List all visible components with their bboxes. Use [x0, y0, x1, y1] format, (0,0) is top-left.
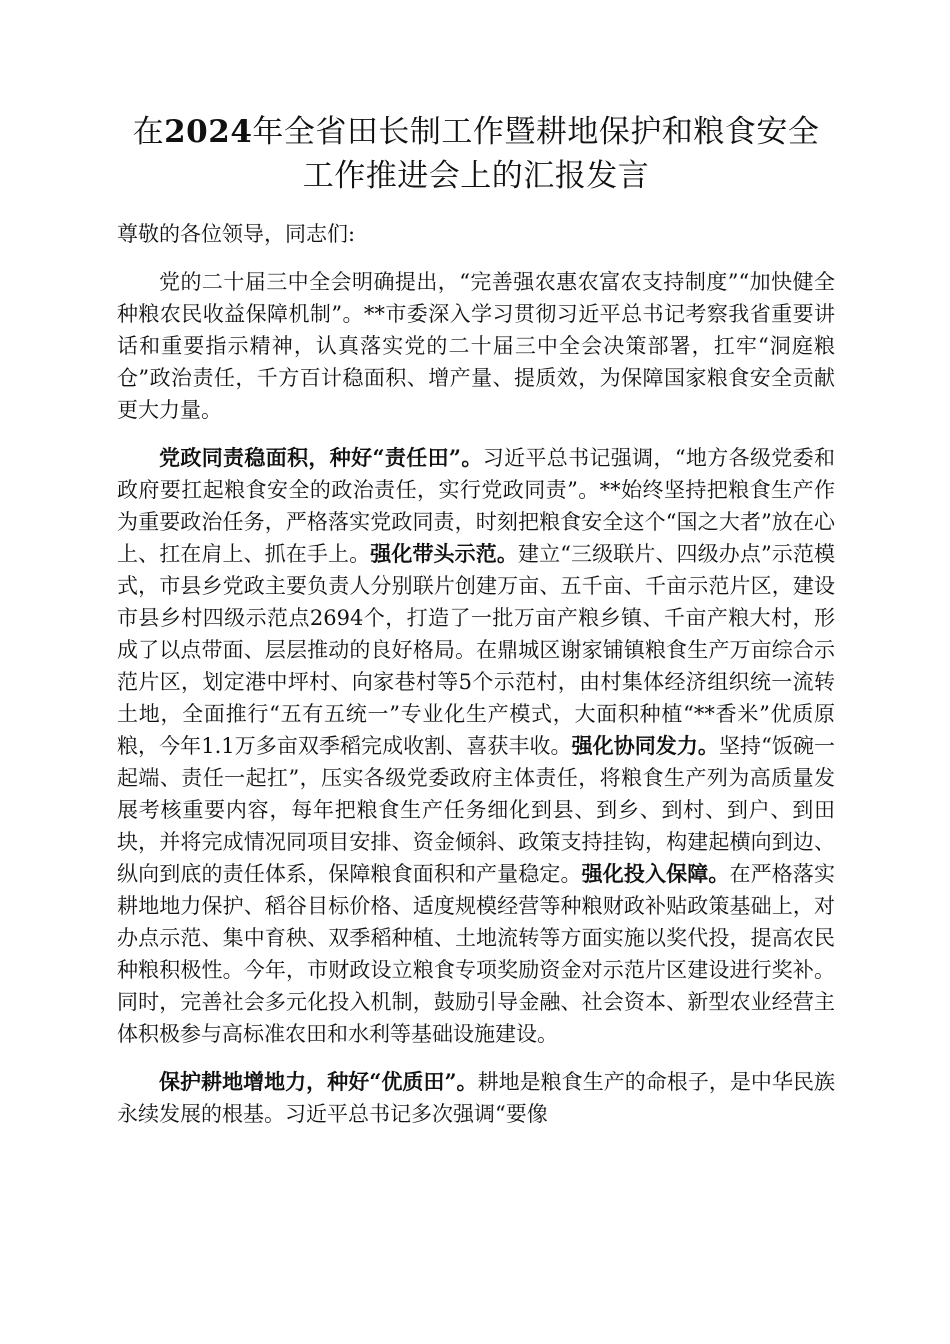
paragraph-text: 坚持“饭碗一起端、责任一起扛”，压实各级党委政府主体责任，将粮食生产列为高质量发展考核重要内容，每年把粮食生产任务细化到县、到乡、到村、到户、到田块，并将完成情况同项目安排、资金倾斜、政策支持挂钩，构建起横向到边、纵向到底的责任体系，保障粮食面积和产量稳定。 [117, 734, 835, 886]
title-prefix: 在 [132, 114, 165, 150]
section-heading-responsibility: 党政同责稳面积，种好“责任田”。 [159, 445, 483, 470]
document-page [117, 110, 835, 1146]
subheading-coordination: 强化协同发力。 [571, 733, 719, 758]
paragraph-intro: 党的二十届三中全会明确提出，“完善强农惠农富农支持制度”“加快健全种粮农民收益保障机制”。**市委深入学习贯彻习近平总书记考察我省重要讲话和重要指示精神，认真落实党的二十届三中全会决策部署，扛牢“洞庭粮仓”政治责任，千方百计稳面积、增产量、提质效，为保障国家粮食安全贡献更大力量。 [117, 270, 835, 422]
paragraph-text: 在严格落实耕地地力保护、稻谷目标价格、适度规模经营等种粮财政补贴政策基础上，对办点示范、集中育秧、双季稻种植、土地流转等方面实施以奖代投，提高农民种粮积极性。今年，市财政设立粮食专项奖励资金对示范片区建设进行奖补。同时，完善社会多元化投入机制，鼓励引导金融、社会资本、新型农业经营主体积极参与高标准农田和水利等基础设施建设。 [117, 862, 836, 1046]
subheading-investment: 强化投入保障。 [581, 861, 730, 886]
section-heading-farmland: 保护耕地增地力，种好“优质田”。 [159, 1069, 478, 1094]
paragraph-text: 耕地是粮食生产的命根子，是中华民族永续发展的根基。习近平总书记多次强调“要像 [117, 1070, 835, 1126]
paragraph-responsibility [117, 442, 835, 1050]
subheading-demonstration: 强化带头示范。 [370, 541, 518, 566]
title-main: 年全省田长制工作暨耕地保护和粮食安全工作推进会上的汇报发言 [252, 114, 820, 194]
paragraph-farmland [117, 1066, 835, 1130]
document-title [117, 110, 835, 198]
paragraph-text: 习近平总书记强调，“地方各级党委和政府要扛起粮食安全的政治责任，实行党政同责”。**始终坚持把粮食生产作为重要政治任务，严格落实党政同责，时刻把粮食安全这个“国之大者”放在心上、扛在肩上、抓在手上。 [117, 446, 835, 566]
title-year: 2024 [164, 114, 253, 150]
greeting: 尊敬的各位领导，同志们: [117, 222, 356, 246]
paragraph-text: 建立“三级联片、四级办点”示范模式，市县乡党政主要负责人分别联片创建万亩、五千亩、千亩示范片区，建设市县乡村四级示范点2694个，打造了一批万亩产粮乡镇、千亩产粮大村，形成了以点带面、层层推动的良好格局。在鼎城区谢家铺镇粮食生产万亩综合示范片区，划定港中坪村、向家巷村等5个示范村，由村集体经济组织统一流转土地，全面推行“五有五统一”专业化生产模式，大面积种植“**香米”优质原粮，今年1.1万多亩双季稻完成收割、喜获丰收。 [117, 542, 836, 758]
